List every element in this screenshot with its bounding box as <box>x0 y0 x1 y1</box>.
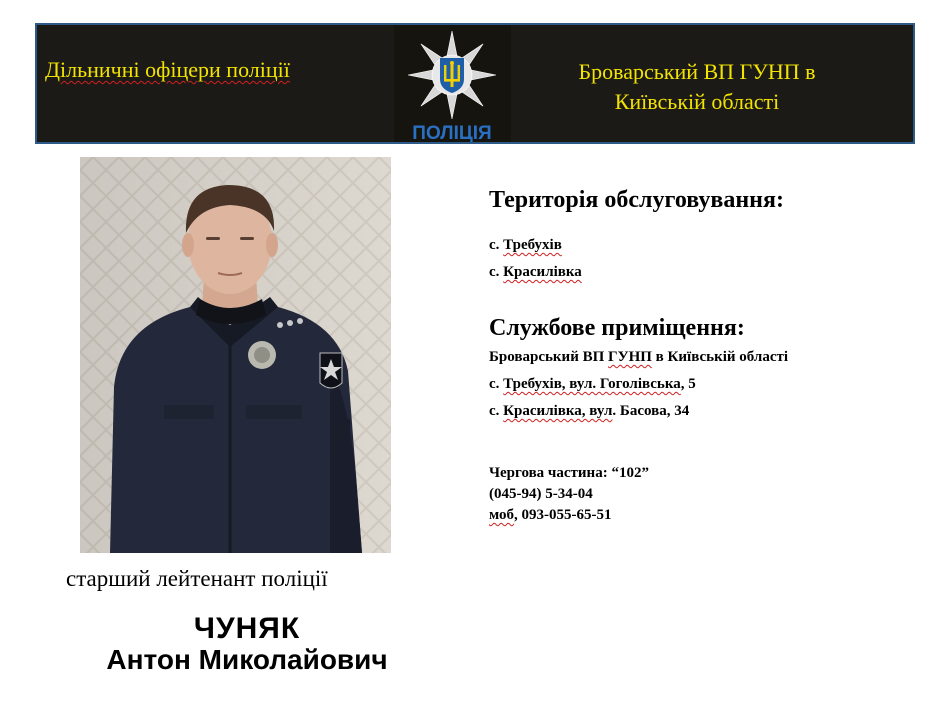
mobile-label: моб <box>489 507 515 523</box>
header-banner <box>35 23 915 144</box>
officer-surname: ЧУНЯК <box>193 612 301 645</box>
office-heading: Службове приміщення: <box>489 315 745 341</box>
territory-heading-text: Територія обслуговування <box>489 187 776 213</box>
officer-name: Антон Миколайович <box>106 644 388 675</box>
banner-title-left <box>45 57 290 83</box>
territory-item <box>489 232 909 259</box>
office-line2-street: Требухів, вул. Гоголівська <box>503 376 681 392</box>
info-panel <box>489 184 909 526</box>
phone-number: (045-94) 5-34-04 <box>489 486 593 502</box>
duty-line: Чергова частина: “102” <box>489 465 649 481</box>
office-line-department <box>489 344 909 371</box>
office-line2-part: , 5 <box>680 376 696 392</box>
banner-left-text: Дільничні офіцери поліції <box>45 57 290 82</box>
office-line3-part: с. <box>489 403 504 419</box>
territory-heading <box>489 184 909 216</box>
office-line2-part: с. <box>489 376 504 392</box>
office-line1-abbrev: ГУНП <box>608 349 652 365</box>
office-line-address-2 <box>489 398 909 425</box>
officer-rank: старший лейтенант поліції <box>66 566 328 591</box>
banner-right-line2: Київській області <box>614 89 780 114</box>
police-logo <box>394 25 511 142</box>
office-line3-part: . Басова, 34 <box>612 403 690 419</box>
officer-portrait <box>80 157 391 553</box>
banner-right-line1: Броварський ВП ГУНП в <box>578 59 816 84</box>
police-star-trident-icon <box>394 25 511 142</box>
territory-item-name: Требухів <box>503 237 562 253</box>
territory-item-prefix: с. <box>489 264 504 280</box>
police-logo-text: ПОЛІЦІЯ <box>412 123 492 142</box>
office-line1-part: Броварський ВП <box>489 349 609 365</box>
territory-heading-colon: : <box>775 187 784 213</box>
territory-item-name: Красилівка <box>503 264 582 280</box>
mobile-value: , 093-055-65-51 <box>514 507 612 523</box>
territory-item-prefix: с. <box>489 237 504 253</box>
office-line-address-1 <box>489 371 909 398</box>
office-line1-part: в Київській області <box>651 349 789 365</box>
territory-item <box>489 259 909 286</box>
mobile-number <box>489 505 909 526</box>
office-line3-street: Красилівка, вул <box>503 403 613 419</box>
banner-title-right <box>507 57 887 117</box>
